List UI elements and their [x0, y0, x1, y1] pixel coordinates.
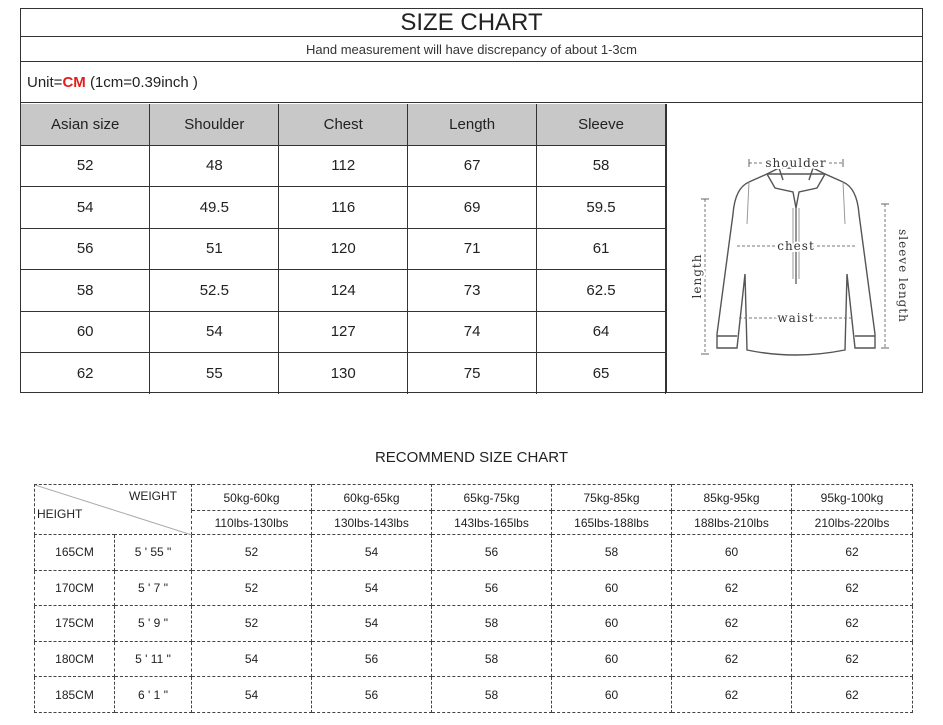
size-cell: 58: [432, 606, 552, 642]
weight-kg-cell: 95kg-100kg: [792, 485, 913, 511]
chest-label: chest: [777, 239, 815, 253]
height-cm-cell: 180CM: [35, 641, 115, 677]
table-cell: 120: [279, 228, 408, 270]
measurement-note: Hand measurement will have discrepancy of about 1-3cm: [21, 37, 922, 62]
weight-kg-cell: 60kg-65kg: [312, 485, 432, 511]
size-cell: 54: [192, 641, 312, 677]
size-cell: 58: [432, 677, 552, 713]
table-row: [21, 353, 666, 395]
weight-lbs-cell: 165lbs-188lbs: [552, 511, 672, 535]
length-label: length: [690, 253, 704, 299]
table-cell: 55: [150, 353, 279, 395]
weight-lbs-cell: 188lbs-210lbs: [672, 511, 792, 535]
table-cell: 64: [537, 311, 666, 353]
table-cell: 116: [279, 187, 408, 229]
unit-line: [21, 62, 922, 103]
table-cell: 69: [408, 187, 537, 229]
weight-lbs-cell: 110lbs-130lbs: [192, 511, 312, 535]
height-cm-cell: 175CM: [35, 606, 115, 642]
height-ft-cell: 5 ' 7 ": [115, 570, 192, 606]
size-cell: 62: [792, 535, 913, 571]
table-row: [21, 187, 666, 229]
table-cell: 48: [150, 145, 279, 187]
size-cell: 62: [672, 677, 792, 713]
size-cell: 62: [672, 641, 792, 677]
height-cm-cell: 185CM: [35, 677, 115, 713]
size-table: [21, 104, 666, 394]
shirt-measurement-diagram: [666, 104, 923, 393]
table-cell: 62.5: [537, 270, 666, 312]
table-cell: 61: [537, 228, 666, 270]
height-cm-cell: 170CM: [35, 570, 115, 606]
size-cell: 54: [192, 677, 312, 713]
table-cell: 65: [537, 353, 666, 395]
table-row: [21, 311, 666, 353]
table-cell: 74: [408, 311, 537, 353]
size-cell: 58: [432, 641, 552, 677]
corner-header: [35, 485, 192, 535]
size-table-header: [21, 104, 666, 145]
unit-value: CM: [62, 74, 86, 91]
size-cell: 54: [312, 606, 432, 642]
table-row: [21, 270, 666, 312]
size-chart: [20, 8, 923, 393]
size-cell: 52: [192, 606, 312, 642]
size-cell: 54: [312, 570, 432, 606]
weight-kg-row: [35, 485, 913, 511]
table-row: [35, 677, 913, 713]
header-cell: Sleeve: [537, 104, 666, 145]
table-row: [35, 641, 913, 677]
weight-kg-cell: 50kg-60kg: [192, 485, 312, 511]
size-cell: 56: [432, 570, 552, 606]
header-cell: Chest: [279, 104, 408, 145]
header-cell: Shoulder: [150, 104, 279, 145]
table-cell: 54: [150, 311, 279, 353]
table-cell: 52.5: [150, 270, 279, 312]
table-cell: 127: [279, 311, 408, 353]
height-ft-cell: 5 ' 11 ": [115, 641, 192, 677]
sleeve-length-label: sleeve length: [896, 229, 910, 323]
height-label: HEIGHT: [37, 507, 83, 521]
size-cell: 56: [312, 677, 432, 713]
table-row: [21, 228, 666, 270]
size-cell: 60: [552, 606, 672, 642]
height-ft-cell: 5 ' 55 ": [115, 535, 192, 571]
size-cell: 62: [672, 570, 792, 606]
table-row: [35, 570, 913, 606]
recommend-table: [34, 484, 913, 713]
table-cell: 60: [21, 311, 150, 353]
height-ft-cell: 5 ' 9 ": [115, 606, 192, 642]
weight-kg-cell: 65kg-75kg: [432, 485, 552, 511]
weight-lbs-cell: 143lbs-165lbs: [432, 511, 552, 535]
table-cell: 59.5: [537, 187, 666, 229]
height-ft-cell: 6 ' 1 ": [115, 677, 192, 713]
table-cell: 75: [408, 353, 537, 395]
size-cell: 56: [312, 641, 432, 677]
shoulder-label: shoulder: [765, 156, 827, 170]
table-cell: 58: [21, 270, 150, 312]
table-row: [21, 145, 666, 187]
size-cell: 62: [792, 606, 913, 642]
weight-label: WEIGHT: [129, 489, 177, 503]
weight-lbs-cell: 210lbs-220lbs: [792, 511, 913, 535]
table-cell: 54: [21, 187, 150, 229]
table-cell: 56: [21, 228, 150, 270]
height-cm-cell: 165CM: [35, 535, 115, 571]
size-cell: 54: [312, 535, 432, 571]
table-cell: 124: [279, 270, 408, 312]
size-cell: 52: [192, 570, 312, 606]
recommend-title: RECOMMEND SIZE CHART: [374, 449, 569, 466]
size-cell: 60: [552, 677, 672, 713]
table-row: [35, 535, 913, 571]
table-cell: 49.5: [150, 187, 279, 229]
table-cell: 71: [408, 228, 537, 270]
table-cell: 52: [21, 145, 150, 187]
table-cell: 73: [408, 270, 537, 312]
shirt-icon: [667, 104, 923, 392]
size-cell: 62: [792, 570, 913, 606]
table-cell: 51: [150, 228, 279, 270]
header-cell: Asian size: [21, 104, 150, 145]
size-cell: 56: [432, 535, 552, 571]
unit-prefix: Unit=: [27, 74, 63, 91]
size-cell: 60: [672, 535, 792, 571]
size-cell: 62: [792, 677, 913, 713]
table-cell: 112: [279, 145, 408, 187]
size-cell: 60: [552, 570, 672, 606]
size-cell: 58: [552, 535, 672, 571]
unit-conversion: (1cm=0.39inch ): [89, 74, 198, 91]
weight-lbs-cell: 130lbs-143lbs: [312, 511, 432, 535]
header-cell: Length: [408, 104, 537, 145]
size-chart-title: SIZE CHART: [21, 9, 922, 37]
table-cell: 130: [279, 353, 408, 395]
table-cell: 58: [537, 145, 666, 187]
table-cell: 62: [21, 353, 150, 395]
waist-label: waist: [777, 311, 815, 325]
size-cell: 62: [792, 641, 913, 677]
size-cell: 62: [672, 606, 792, 642]
weight-kg-cell: 85kg-95kg: [672, 485, 792, 511]
weight-kg-cell: 75kg-85kg: [552, 485, 672, 511]
size-cell: 52: [192, 535, 312, 571]
size-cell: 60: [552, 641, 672, 677]
table-row: [35, 606, 913, 642]
table-cell: 67: [408, 145, 537, 187]
